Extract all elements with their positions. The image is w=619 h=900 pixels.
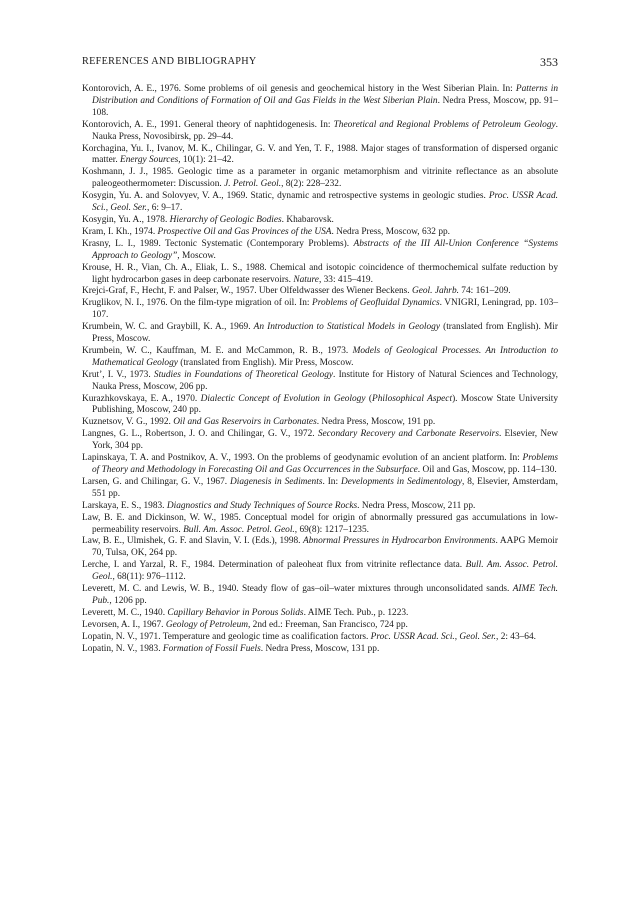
page-number: 353 (540, 55, 558, 69)
reference-text: . Khabarovsk. (281, 214, 334, 225)
reference-entry (82, 120, 558, 144)
reference-entry (82, 417, 558, 429)
reference-title-italic: Oil and Gas Reservoirs in Carbonates (173, 417, 317, 428)
reference-title-italic: Secondary Recovery and Carbonate Reservoirs (317, 429, 499, 440)
reference-title-italic: Geol. Jahrb. (411, 286, 459, 297)
reference-text: , Moscow. (177, 250, 216, 261)
reference-text: Leverett, M. C. and Lewis, W. B., 1940. Steady flow of gas–oil–water mixtures through unconsolidated sands. (82, 584, 513, 595)
reference-text: . Institute for History of Natural Sciences and Technology, Nauka Press, Moscow, 206 pp. (92, 369, 559, 392)
reference-text: . In: (322, 476, 341, 487)
reference-text: , 68(11): 976–1112. (112, 572, 186, 583)
reference-title-italic: J. Petrol. Geol. (224, 179, 282, 190)
reference-title-italic: Bull. Am. Assoc. Petrol. Geol. (92, 560, 558, 583)
reference-text: , 8, Elsevier, Amsterdam, 551 pp. (92, 476, 558, 499)
reference-title-italic: Diagenesis in Sediments (230, 476, 323, 487)
reference-text: , 1206 pp. (109, 595, 147, 606)
reference-title-italic: Developments in Sedimentology (340, 476, 462, 487)
reference-title-italic: Abnormal Pressures in Hydrocarbon Environments (303, 536, 496, 547)
reference-title-italic: Bull. Am. Assoc. Petrol. Geol. (183, 524, 295, 535)
page-header (82, 56, 558, 72)
reference-title-italic: Models of Geological Processes. An Introduction to Mathematical Geology (92, 345, 559, 368)
reference-text: . Oil and Gas, Moscow, pp. 114–130. (417, 465, 557, 475)
reference-text: , 33: 415–419. (318, 274, 373, 285)
reference-text: . Nedra Press, Moscow, pp. 91–108. (92, 95, 558, 118)
reference-title-italic: Proc. USSR Acad. Sci., Geol. Ser. (370, 631, 497, 642)
reference-text: . Nedra Press, Moscow, 632 pp. (331, 226, 450, 237)
reference-list (82, 84, 558, 656)
reference-title-italic: Problems of Geofluidal Dynamics (312, 298, 440, 309)
reference-text: Kosygin, Yu. A. and Solovyev, V. A., 1969. Static, dynamic and retrospective systems in geologic studies. (82, 191, 489, 202)
reference-entry (82, 536, 558, 560)
reference-text: Law, B. E. and Dickinson, W. W., 1985. Conceptual model for origin of abnormally pressured gas accumulations in low-permeability reservoirs. (82, 512, 558, 535)
reference-title-italic: Theoretical and Regional Problems of Petroleum Geology (333, 119, 556, 130)
reference-text: Krumbein, W. C., Kauffman, M. E. and McCammon, R. B., 1973. (82, 345, 353, 356)
reference-text: Lerche, I. and Yarzal, R. F., 1984. Determination of paleoheat flux from vitrinite reflectance data. (82, 560, 466, 571)
reference-text: , 2nd ed.: Freeman, San Francisco, 724 pp. (248, 619, 408, 630)
reference-title-italic: Problems of Theory and Methodology in Forecasting Oil and Gas Occurrences in the Subsurface (92, 453, 558, 475)
reference-entry (82, 84, 558, 120)
reference-text: , 6: 9–17. (147, 203, 183, 214)
reference-entry (82, 144, 558, 168)
reference-text: Langnes, G. L., Robertson, J. O. and Chilingar, G. V., 1972. (82, 429, 318, 440)
reference-text: , 2: 43–64. (496, 631, 536, 642)
reference-title-italic: Diagnostics and Study Techniques of Source Rocks (166, 500, 358, 511)
reference-text: Korchagina, Yu. I., Ivanov, M. K., Chilingar, G. V. and Yen, T. F., 1988. Major stages of transformation of dispersed organic matter. (82, 143, 558, 166)
reference-text: . Nedra Press, Moscow, 131 pp. (260, 643, 380, 654)
reference-text: , 10(1): 21–42. (178, 155, 234, 166)
reference-text: Lapinskaya, T. A. and Postnikov, A. V., 1993. On the problems of geodynamic evolution of an ancient platform. In: (82, 453, 523, 464)
reference-entry (82, 215, 558, 227)
reference-text: Krut’, I. V., 1973. (82, 369, 154, 380)
running-title: REFERENCES AND BIBLIOGRAPHY (82, 56, 257, 67)
reference-text: (translated from English). Mir Press, Moscow. (92, 322, 558, 345)
reference-text: Levorsen, A. I., 1967. (82, 619, 166, 630)
reference-entry (82, 644, 558, 656)
reference-entry (82, 286, 558, 298)
reference-entry (82, 584, 558, 608)
reference-text: Krejci-Graf, F., Hecht, F. and Palser, W., 1957. Uber Olfeldwasser des Wiener Beckens. (82, 286, 412, 297)
reference-title-italic: AIME Tech. Pub. (92, 584, 558, 606)
reference-entry (82, 501, 558, 513)
reference-title-italic: Studies in Foundations of Theoretical Geology (153, 369, 334, 380)
reference-text: . Nauka Press, Novosibirsk, pp. 29–44. (92, 119, 558, 142)
reference-text: . Nedra Press, Moscow, 191 pp. (316, 417, 436, 428)
reference-text: Larsen, G. and Chilingar, G. V., 1967. (82, 476, 230, 487)
reference-text: Kuznetsov, V. G., 1992. (82, 417, 174, 428)
reference-entry (82, 453, 558, 477)
reference-entry (82, 298, 558, 322)
reference-title-italic: Dialectic Concept of Evolution in Geology (200, 393, 366, 404)
reference-title-italic: Prospective Oil and Gas Provinces of the USA (157, 226, 332, 237)
reference-title-italic: An Introduction to Statistical Models in Geology (253, 322, 440, 333)
reference-title-italic: Energy Sources (120, 155, 179, 166)
reference-text: Larskaya, E. S., 1983. (82, 500, 167, 511)
reference-text: ( (365, 393, 373, 404)
reference-entry (82, 322, 558, 346)
reference-entry (82, 429, 558, 453)
reference-entry (82, 227, 558, 239)
reference-text: Krasny, L. I., 1989. Tectonic Systematic (Contemporary Problems). (82, 238, 354, 249)
reference-text: , 69(8): 1217–1235. (294, 524, 369, 535)
reference-title-italic: Geology of Petroleum (165, 619, 248, 630)
reference-text: Lopatin, N. V., 1971. Temperature and geologic time as coalification factors. (82, 631, 371, 642)
reference-text: . Nedra Press, Moscow, 211 pp. (357, 500, 476, 511)
reference-entry (82, 167, 558, 191)
reference-entry (82, 191, 558, 215)
reference-text: Krumbein, W. C. and Graybill, K. A., 1969. (82, 322, 254, 333)
reference-text: Leverett, M. C., 1940. (82, 607, 168, 618)
reference-title-italic: Proc. USSR Acad. Sci., Geol. Ser. (92, 191, 558, 214)
reference-text: . VNIGRI, Leningrad, pp. 103–107. (92, 298, 558, 321)
reference-text: Krouse, H. R., Vian, Ch. A., Eliak, L. S., 1988. Chemical and isotopic coincidence of thermochemical sulfate reduction by light hydrocarbon gases in deep carbonate reservoirs. (82, 262, 558, 285)
reference-text: Kram, I. Kh., 1974. (82, 226, 158, 237)
reference-text: Kurazhkovskaya, E. A., 1970. (82, 393, 201, 404)
reference-title-italic: Hierarchy of Geologic Bodies (169, 214, 282, 225)
reference-text: . AAPG Memoir 70, Tulsa, OK, 264 pp. (92, 536, 558, 559)
reference-title-italic: Abstracts of the III All-Union Conference “Systems Approach to Geology” (92, 238, 558, 261)
reference-entry (82, 370, 558, 394)
reference-entry (82, 632, 558, 644)
reference-text: (translated from English). Mir Press, Moscow. (177, 357, 354, 368)
reference-title-italic: Nature (293, 274, 319, 285)
reference-entry (82, 608, 558, 620)
reference-entry (82, 513, 558, 537)
reference-text: ). Moscow State University Publishing, Moscow, 240 pp. (92, 393, 558, 416)
reference-text: . AIME Tech. Pub., p. 1223. (303, 607, 409, 618)
reference-text: 74: 161–209. (458, 286, 511, 297)
reference-text: Kruglikov, N. I., 1976. On the film-type migration of oil. In: (82, 298, 312, 309)
reference-text: , 8(2): 228–232. (281, 179, 342, 190)
reference-entry (82, 346, 558, 370)
reference-text: Kontorovich, A. E., 1976. Some problems of oil genesis and geochemical history in the West Siberian Plain. In: (82, 84, 516, 94)
reference-entry (82, 239, 558, 263)
reference-text: . Elsevier, New York, 304 pp. (92, 429, 559, 452)
reference-title-italic: Formation of Fossil Fuels (162, 643, 261, 654)
reference-text: Kontorovich, A. E., 1991. General theory of naphtidogenesis. In: (82, 119, 334, 130)
reference-entry (82, 477, 558, 501)
reference-text: Lopatin, N. V., 1983. (82, 643, 163, 654)
reference-text: Kosygin, Yu. A., 1978. (82, 214, 170, 225)
reference-title-italic: Philosophical Aspect (372, 393, 453, 404)
reference-title-italic: Capillary Behavior in Porous Solids (167, 607, 304, 618)
reference-title-italic: Patterns in Distribution and Conditions of Formation of Oil and Gas Fields in the West Siberian Plain (92, 84, 558, 106)
reference-entry (82, 620, 558, 632)
reference-entry (82, 560, 558, 584)
reference-text: Law, B. E., Ulmishek, G. F. and Slavin, V. I. (Eds.), 1998. (82, 536, 304, 547)
reference-entry (82, 394, 558, 418)
reference-entry (82, 263, 558, 287)
reference-text: Koshmann, J. J., 1985. Geologic time as a parameter in organic metamorphism and vitrinite reflectance as an absolute paleogeothermometer: Discussion. (82, 167, 558, 190)
